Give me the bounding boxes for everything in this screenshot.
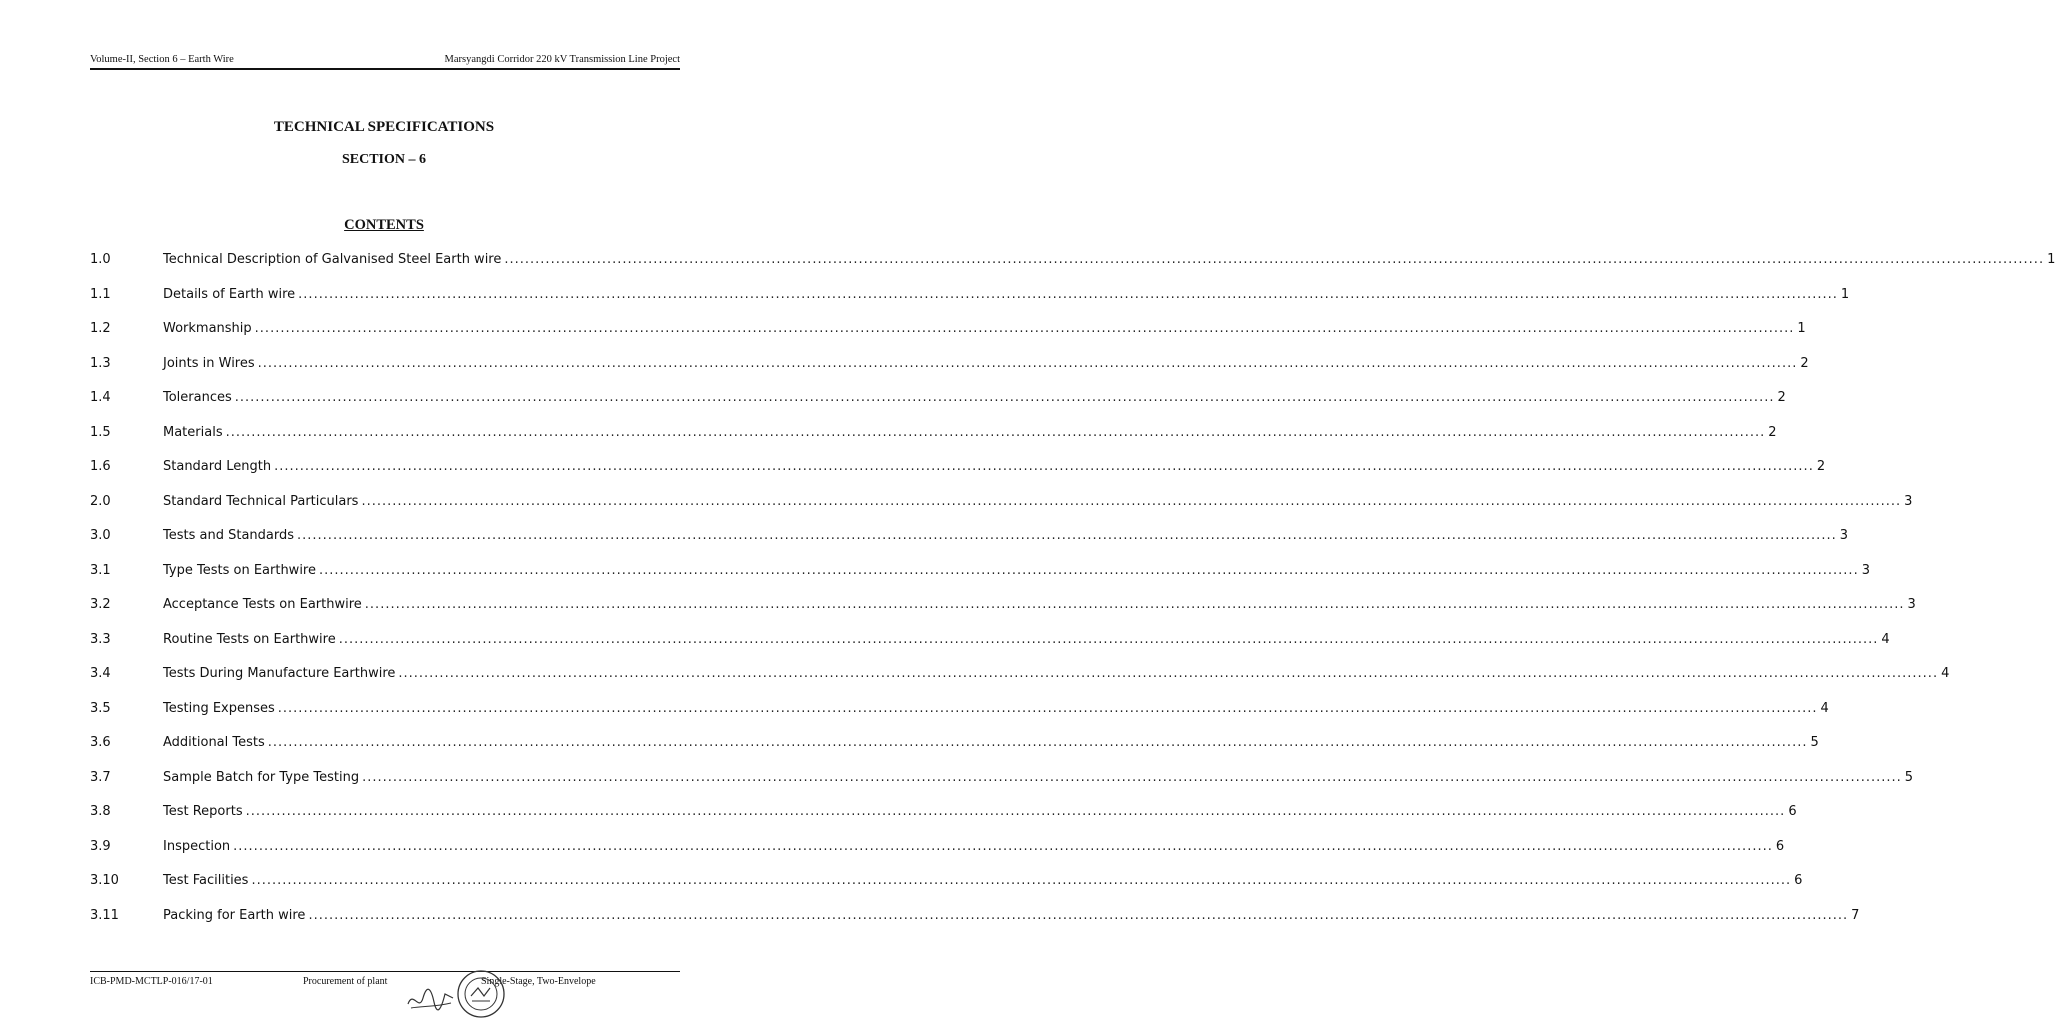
toc-entry-number: 3.5 [90,700,111,716]
toc-dot-leader: ............................................................................................................................................................................................................................................................................................................ [364,597,1905,612]
toc-entry-number: 3.2 [90,597,111,612]
toc-entry-number: 1.2 [90,321,111,336]
toc-entry-page: 2 [1777,390,1786,405]
toc-dot-leader: ............................................................................................................................................................................................................................................................................................................ [308,907,1849,923]
toc-dot-leader: ............................................................................................................................................................................................................................................................................................................ [277,700,1818,716]
toc-entry[interactable] [90,562,1870,598]
toc-entry-title: Additional Tests [163,735,265,750]
toc-entry-page: 1 [1840,286,1850,302]
toc-entry[interactable] [90,528,1848,563]
toc-entry-number: 1.4 [90,390,111,405]
toc-dot-leader: ............................................................................................................................................................................................................................................................................................................ [504,252,2045,267]
toc-entry-title: Inspection [163,838,231,854]
header-rule [90,68,680,70]
toc-entry[interactable] [90,804,1797,839]
toc-entry-title: Testing Expenses [163,700,275,716]
toc-dot-leader: ............................................................................................................................................................................................................................................................................................................ [233,838,1773,854]
header-left-text: Volume-II, Section 6 – Earth Wire [90,54,234,65]
toc-entry[interactable] [90,873,1803,908]
toc-entry-page: 1 [2047,252,2055,267]
toc-entry-title: Materials [163,424,223,440]
toc-entry-title: Tolerances [163,390,232,405]
toc-dot-leader: ............................................................................................................................................................................................................................................................................................................ [267,735,1808,750]
toc-entry-title: Acceptance Tests on Earthwire [163,597,362,612]
footer-rule [90,971,680,972]
toc-entry-page: 1 [1797,321,1806,336]
toc-entry-number: 3.0 [90,528,111,543]
footer-left-text: ICB-PMD-MCTLP-016/17-01 [90,976,213,987]
toc-dot-leader: ............................................................................................................................................................................................................................................................................................................ [257,355,1798,371]
toc-entry-number: 1.1 [90,286,111,302]
toc-entry-page: 3 [1861,562,1870,578]
toc-entry-number: 3.11 [90,907,119,923]
toc-dot-leader: ............................................................................................................................................................................................................................................................................................................ [398,666,1939,681]
toc-entry-page: 4 [1941,666,1950,681]
toc-dot-leader: ............................................................................................................................................................................................................................................................................................................ [251,873,1792,888]
toc-entry[interactable] [90,838,1785,874]
toc-entry-title: Workmanship [163,321,252,336]
toc-entry-number: 2.0 [90,493,111,509]
toc-entry-number: 3.10 [90,873,119,888]
toc-entry-title: Sample Batch for Type Testing [163,769,360,785]
toc-dot-leader: ............................................................................................................................................................................................................................................................................................................ [234,390,1775,405]
toc-entry-page: 3 [1904,493,1913,509]
toc-dot-leader: ............................................................................................................................................................................................................................................................................................................ [297,528,1837,543]
toc-entry-title: Type Tests on Earthwire [163,562,316,578]
toc-entry[interactable] [90,459,1826,494]
toc-entry[interactable] [90,769,1914,805]
toc-entry-title: Details of Earth wire [163,286,296,302]
toc-entry-number: 1.5 [90,424,111,440]
toc-dot-leader: ............................................................................................................................................................................................................................................................................................................ [298,286,1838,302]
toc-entry-title: Tests During Manufacture Earthwire [163,666,396,681]
toc-entry[interactable] [90,700,1829,736]
toc-dot-leader: ............................................................................................................................................................................................................................................................................................................ [362,769,1902,785]
toc-entry-page: 7 [1851,907,1860,923]
toc-entry[interactable] [90,424,1777,460]
official-seal-icon [456,966,506,1022]
toc-entry-page: 4 [1820,700,1829,716]
toc-entry[interactable] [90,907,1860,943]
toc-entry-title: Joints in Wires [163,355,255,371]
signature-scribble [405,982,457,1016]
toc-entry-number: 3.8 [90,804,111,819]
toc-entry-number: 3.7 [90,769,111,785]
toc-entry-page: 3 [1839,528,1848,543]
toc-entry-page: 3 [1907,597,1916,612]
toc-entry[interactable] [90,390,1786,425]
toc-entry-number: 3.4 [90,666,111,681]
footer-right-text: Single-Stage, Two-Envelope [481,976,596,987]
toc-entry-title: Routine Tests on Earthwire [163,631,336,647]
toc-entry[interactable] [90,493,1913,529]
toc-entry-title: Standard Technical Particulars [163,493,359,509]
toc-dot-leader: ............................................................................................................................................................................................................................................................................................................ [225,424,1766,440]
toc-entry-title: Tests and Standards [163,528,295,543]
toc-entry[interactable] [90,597,1916,632]
toc-dot-leader: ............................................................................................................................................................................................................................................................................................................ [245,804,1786,819]
table-of-contents [90,252,2055,942]
contents-heading: CONTENTS [344,217,424,233]
toc-dot-leader: ............................................................................................................................................................................................................................................................................................................ [254,321,1795,336]
toc-entry[interactable] [90,631,1890,667]
section-title: SECTION – 6 [341,152,427,167]
toc-entry-number: 1.0 [90,252,111,267]
toc-entry-title: Test Reports [163,804,243,819]
toc-entry-number: 3.3 [90,631,111,647]
footer-center-text: Procurement of plant [303,976,388,987]
toc-entry[interactable] [90,355,1809,391]
toc-entry[interactable] [90,735,1819,770]
page-header [90,54,680,67]
toc-entry-page: 6 [1775,838,1785,854]
toc-entry-page: 5 [1810,735,1819,750]
toc-dot-leader: ............................................................................................................................................................................................................................................................................................................ [338,631,1879,647]
toc-entry-page: 2 [1768,424,1777,440]
toc-dot-leader: ............................................................................................................................................................................................................................................................................................................ [361,493,1902,509]
toc-entry-page: 4 [1881,631,1890,647]
toc-entry[interactable] [90,286,1850,322]
toc-entry-page: 5 [1904,769,1914,785]
toc-entry-number: 3.9 [90,838,111,854]
toc-entry-page: 2 [1800,355,1809,371]
toc-entry-title: Standard Length [163,459,272,474]
toc-entry-number: 3.1 [90,562,111,578]
toc-entry-page: 6 [1794,873,1803,888]
toc-entry[interactable] [90,666,1950,701]
toc-entry[interactable] [90,321,1806,356]
header-right-text: Marsyangdi Corridor 220 kV Transmission Line Project [444,54,680,65]
toc-entry-number: 3.6 [90,735,111,750]
toc-entry[interactable] [90,252,2055,287]
toc-entry-title: Technical Description of Galvanised Steel Earth wire [163,252,502,267]
toc-entry-page: 6 [1788,804,1797,819]
toc-entry-page: 2 [1816,459,1826,474]
toc-entry-title: Packing for Earth wire [163,907,306,923]
toc-dot-leader: ............................................................................................................................................................................................................................................................................................................ [274,459,1814,474]
toc-dot-leader: ............................................................................................................................................................................................................................................................................................................ [319,562,1859,578]
document-title: TECHNICAL SPECIFICATIONS [273,119,495,135]
toc-entry-number: 1.6 [90,459,111,474]
toc-entry-number: 1.3 [90,355,111,371]
toc-entry-title: Test Facilities [163,873,249,888]
